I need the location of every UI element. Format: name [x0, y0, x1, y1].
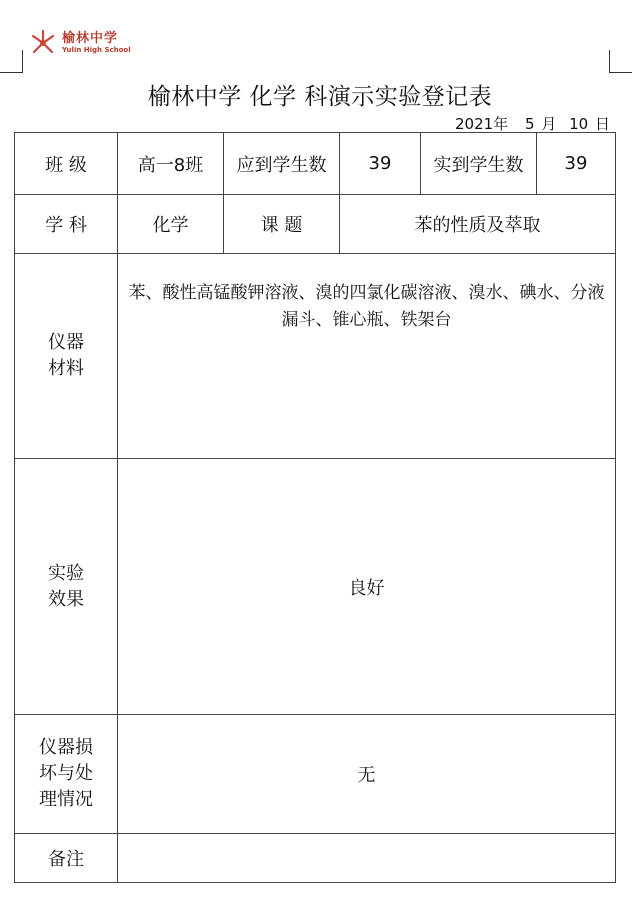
school-name-cn: 榆林中学 [62, 31, 119, 46]
subject-value: 化学 [118, 195, 224, 254]
table-row [15, 459, 616, 715]
materials-value: 苯、酸性高锰酸钾溶液、溴的四氯化碳溶液、溴水、碘水、分液漏斗、锥心瓶、铁架台 [118, 254, 616, 459]
damage-value: 无 [118, 715, 616, 834]
damage-label-line: 仪器损 [39, 737, 93, 758]
class-label: 班 级 [15, 133, 118, 195]
crop-mark-left [0, 50, 23, 73]
table-row [15, 715, 616, 834]
school-logo [28, 28, 131, 58]
effect-value: 良好 [118, 459, 616, 715]
topic-label: 课 题 [224, 195, 340, 254]
form-title: 榆林中学 化学 科演示实验登记表 [147, 84, 493, 110]
class-value: 高一8班 [118, 133, 224, 195]
materials-label [15, 254, 118, 459]
crop-mark-right [609, 50, 632, 73]
actual-students-value: 39 [537, 133, 616, 195]
date-month: 5 [524, 115, 535, 133]
form-date [453, 113, 610, 134]
date-day: 10 [569, 115, 589, 133]
effect-label [15, 459, 118, 715]
experiment-record-table [14, 132, 616, 883]
remarks-label: 备注 [15, 834, 118, 883]
materials-label-line: 材料 [48, 358, 84, 379]
effect-label-line: 实验 [48, 562, 84, 584]
school-name-en: Yulin High School [62, 46, 131, 54]
table-row [15, 254, 616, 459]
date-day-unit: 日 [594, 115, 610, 133]
table-row [15, 195, 616, 254]
date-month-unit: 月 [541, 115, 557, 133]
damage-label-line: 坏与处 [39, 763, 93, 784]
remarks-value [118, 834, 616, 883]
topic-value: 苯的性质及萃取 [340, 195, 616, 254]
expected-students-value: 39 [340, 133, 421, 195]
effect-label-line: 效果 [48, 588, 84, 610]
damage-label-line: 理情况 [39, 789, 93, 810]
table-row [15, 834, 616, 883]
materials-label-line: 仪器 [48, 332, 84, 353]
damage-label [15, 715, 118, 834]
date-year: 2021年 [455, 115, 509, 133]
actual-students-label: 实到学生数 [421, 133, 537, 195]
table-row [15, 133, 616, 195]
subject-label: 学 科 [15, 195, 118, 254]
expected-students-label: 应到学生数 [224, 133, 340, 195]
school-emblem-icon [28, 28, 58, 58]
